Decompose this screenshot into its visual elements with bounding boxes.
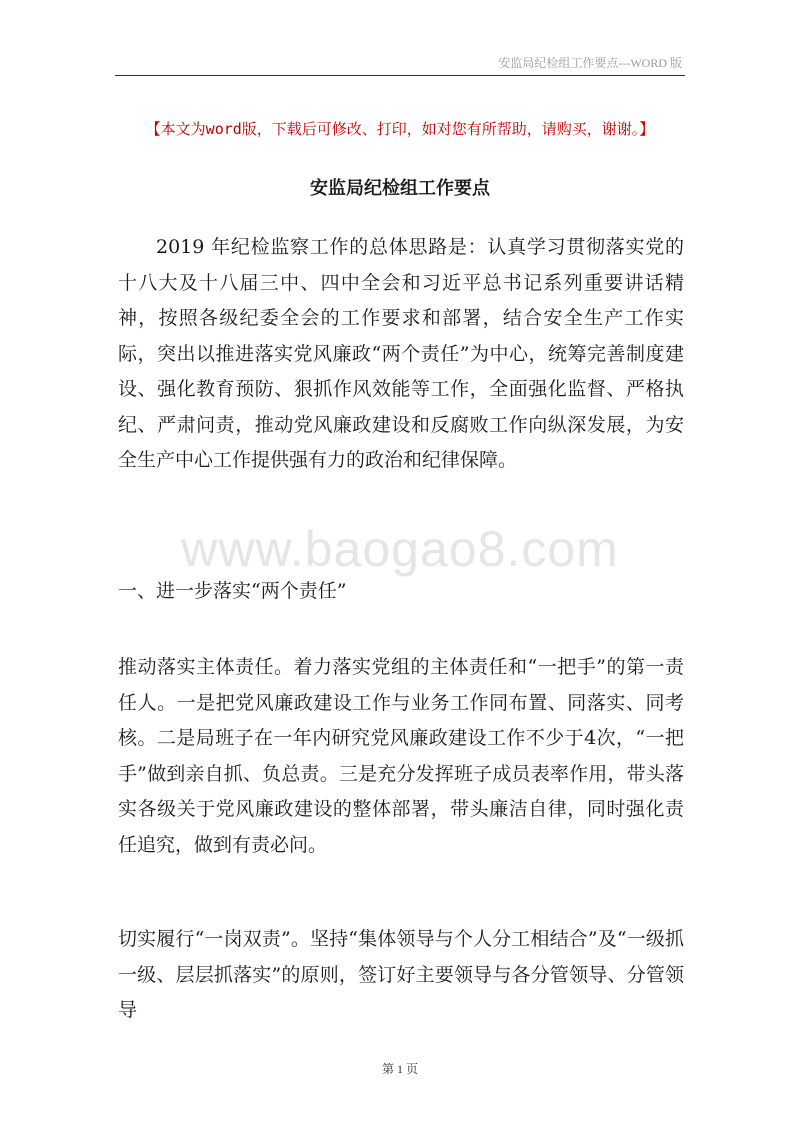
document-title: 安监局纪检组工作要点 bbox=[310, 178, 490, 199]
page-number: 第 1 页 bbox=[381, 1062, 418, 1076]
intro-paragraph: 2019 年纪检监察工作的总体思路是：认真学习贯彻落实党的十八大及十八届三中、四中全会和习近平总书记系列重要讲话精神，按照各级纪委全会的工作要求和部署，结合安全生产工作实际，突出以推进落实党风廉政“两个责任”为中心，统筹完善制度建设、强化教育预防、狠抓作风效能等工作，全面强化监督、严格执纪、严肃问责，推动党风廉政建设和反腐败工作向纵深发展，为安全生产中心工作提供强有力的政治和纪律保障。 bbox=[118, 236, 684, 471]
running-header: 安监局纪检组工作要点---WORD 版 bbox=[498, 56, 682, 70]
section-heading: 一、进一步落实“两个责任” bbox=[118, 580, 347, 602]
body-paragraph: 推动落实主体责任。着力落实党组的主体责任和“一把手”的第一责任人。一是把党风廉政建设工作与业务工作同布置、同落实、同考核。二是局班子在一年内研究党风廉政建设工作不少于4次，“一把手”做到亲自抓、负总责。三是充分发挥班子成员表率作用，带头落实各级关于党风廉政建设的整体部署，带头廉洁自律，同时强化责任追究，做到有责必问。 bbox=[118, 656, 684, 856]
body-paragraph: 切实履行“一岗双责”。坚持“集体领导与个人分工相结合”及“一级抓一级、层层抓落实”的原则，签订好主要领导与各分管领导、分管领导 bbox=[118, 928, 684, 1021]
purchase-notice: 【本文为word版，下载后可修改、打印，如对您有所帮助，请购买，谢谢。】 bbox=[145, 120, 655, 138]
header-divider bbox=[115, 75, 685, 76]
watermark: www.baogao8.com bbox=[181, 521, 619, 577]
